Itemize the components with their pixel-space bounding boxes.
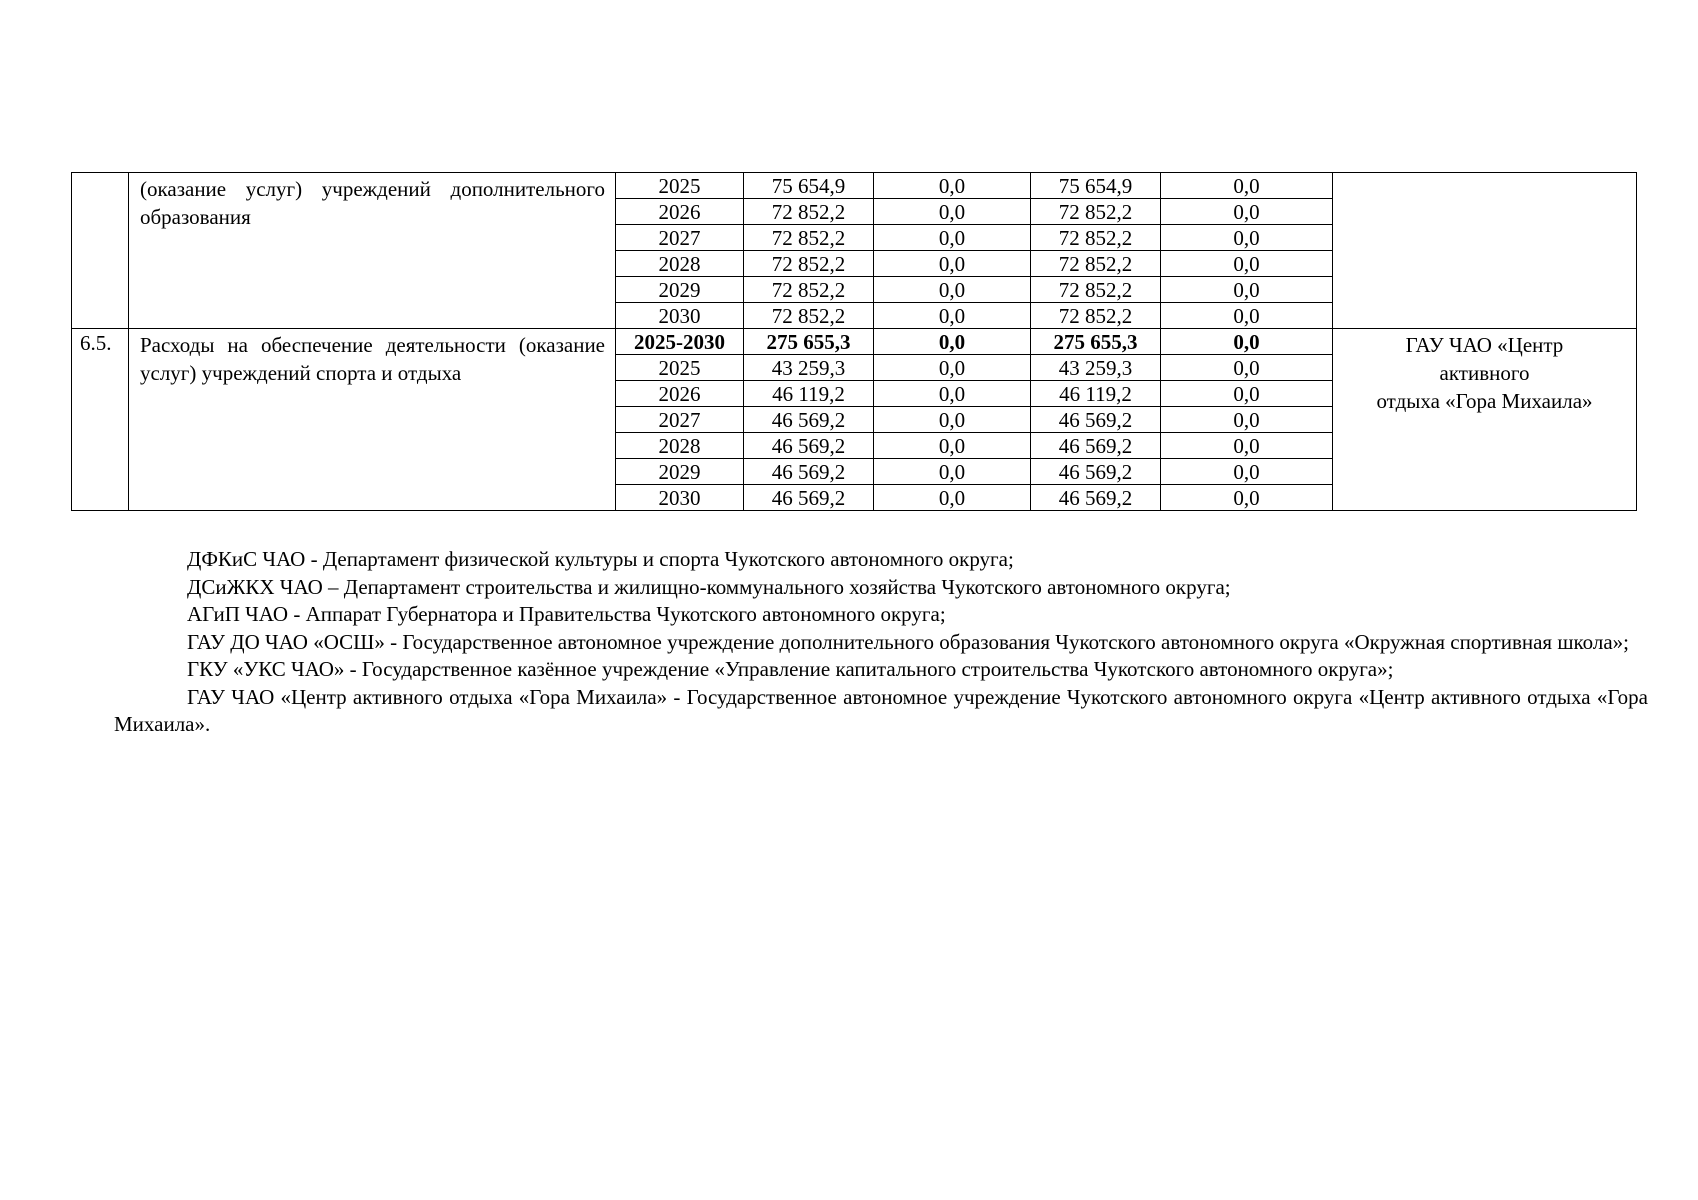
note-line: ДФКиС ЧАО - Департамент физической культуры и спорта Чукотского автономного округа; xyxy=(187,547,1014,571)
expense-description-cell: (оказание услуг) учреждений дополнительного образования xyxy=(129,173,616,329)
funding-col-1-cell: 0,0 xyxy=(874,329,1031,355)
total-cell: 275 655,3 xyxy=(744,329,874,355)
total-cell: 46 119,2 xyxy=(744,381,874,407)
funding-col-3-cell: 0,0 xyxy=(1161,355,1333,381)
funding-col-1-cell: 0,0 xyxy=(874,485,1031,511)
total-cell: 72 852,2 xyxy=(744,225,874,251)
total-cell: 46 569,2 xyxy=(744,433,874,459)
year-cell: 2025 xyxy=(616,173,744,199)
funding-col-2-cell: 46 569,2 xyxy=(1031,485,1161,511)
funding-col-1-cell: 0,0 xyxy=(874,277,1031,303)
funding-col-3-cell: 0,0 xyxy=(1161,329,1333,355)
funding-col-1-cell: 0,0 xyxy=(874,225,1031,251)
budget-table-body xyxy=(72,173,1637,511)
note-line: АГиП ЧАО - Аппарат Губернатора и Правительства Чукотского автономного округа; xyxy=(187,602,946,626)
executor-cell: ГАУ ЧАО «Центр активного отдыха «Гора Михаила» xyxy=(1333,329,1637,511)
year-cell: 2030 xyxy=(616,485,744,511)
funding-col-3-cell: 0,0 xyxy=(1161,433,1333,459)
funding-col-3-cell: 0,0 xyxy=(1161,407,1333,433)
total-cell: 72 852,2 xyxy=(744,303,874,329)
total-cell: 43 259,3 xyxy=(744,355,874,381)
funding-col-1-cell: 0,0 xyxy=(874,459,1031,485)
year-cell: 2025 xyxy=(616,355,744,381)
year-cell: 2027 xyxy=(616,225,744,251)
year-cell: 2030 xyxy=(616,303,744,329)
funding-col-2-cell: 46 569,2 xyxy=(1031,459,1161,485)
funding-col-2-cell: 75 654,9 xyxy=(1031,173,1161,199)
note-line: ГКУ «УКС ЧАО» - Государственное казённое учреждение «Управление капитального строительства Чукотского автономного округа»; xyxy=(187,657,1394,681)
funding-col-1-cell: 0,0 xyxy=(874,173,1031,199)
funding-col-1-cell: 0,0 xyxy=(874,355,1031,381)
funding-col-3-cell: 0,0 xyxy=(1161,303,1333,329)
note-line: ГАУ ЧАО «Центр активного отдыха «Гора Михаила» - Государственное автономное учреждение Чукотского автономного округа «Центр активного отдыха «Гора Михаила». xyxy=(114,684,1648,736)
funding-col-1-cell: 0,0 xyxy=(874,303,1031,329)
funding-col-3-cell: 0,0 xyxy=(1161,381,1333,407)
expense-description-cell: Расходы на обеспечение деятельности (оказание услуг) учреждений спорта и отдыха xyxy=(129,329,616,511)
total-cell: 72 852,2 xyxy=(744,251,874,277)
executor-cell xyxy=(1333,173,1637,329)
year-cell: 2028 xyxy=(616,251,744,277)
total-cell: 46 569,2 xyxy=(744,407,874,433)
budget-table xyxy=(71,172,1637,511)
abbreviation-notes xyxy=(114,546,1648,739)
funding-col-2-cell: 72 852,2 xyxy=(1031,251,1161,277)
note-line: ДСиЖКХ ЧАО – Департамент строительства и жилищно-коммунального хозяйства Чукотского автономного округа; xyxy=(187,574,1231,599)
funding-col-3-cell: 0,0 xyxy=(1161,251,1333,277)
total-cell: 46 569,2 xyxy=(744,459,874,485)
funding-col-3-cell: 0,0 xyxy=(1161,173,1333,199)
total-cell: 72 852,2 xyxy=(744,277,874,303)
funding-col-2-cell: 46 119,2 xyxy=(1031,381,1161,407)
funding-col-1-cell: 0,0 xyxy=(874,433,1031,459)
funding-col-1-cell: 0,0 xyxy=(874,251,1031,277)
table-row xyxy=(72,173,1637,199)
funding-col-3-cell: 0,0 xyxy=(1161,277,1333,303)
total-cell: 72 852,2 xyxy=(744,199,874,225)
funding-col-1-cell: 0,0 xyxy=(874,381,1031,407)
row-index-cell xyxy=(72,173,129,329)
row-index-cell: 6.5. xyxy=(72,329,129,511)
year-cell: 2026 xyxy=(616,199,744,225)
funding-col-2-cell: 72 852,2 xyxy=(1031,303,1161,329)
year-cell: 2029 xyxy=(616,277,744,303)
total-cell: 75 654,9 xyxy=(744,173,874,199)
funding-col-2-cell: 46 569,2 xyxy=(1031,433,1161,459)
year-cell: 2026 xyxy=(616,381,744,407)
funding-col-3-cell: 0,0 xyxy=(1161,485,1333,511)
total-cell: 46 569,2 xyxy=(744,485,874,511)
year-cell: 2028 xyxy=(616,433,744,459)
funding-col-1-cell: 0,0 xyxy=(874,407,1031,433)
funding-col-3-cell: 0,0 xyxy=(1161,459,1333,485)
funding-col-2-cell: 43 259,3 xyxy=(1031,355,1161,381)
funding-col-3-cell: 0,0 xyxy=(1161,199,1333,225)
funding-col-2-cell: 72 852,2 xyxy=(1031,199,1161,225)
funding-col-2-cell: 275 655,3 xyxy=(1031,329,1161,355)
funding-col-2-cell: 46 569,2 xyxy=(1031,407,1161,433)
funding-col-2-cell: 72 852,2 xyxy=(1031,225,1161,251)
table-row xyxy=(72,329,1637,355)
funding-col-3-cell: 0,0 xyxy=(1161,225,1333,251)
funding-col-1-cell: 0,0 xyxy=(874,199,1031,225)
year-cell: 2027 xyxy=(616,407,744,433)
funding-col-2-cell: 72 852,2 xyxy=(1031,277,1161,303)
year-cell: 2025-2030 xyxy=(616,329,744,355)
note-line: ГАУ ДО ЧАО «ОСШ» - Государственное автономное учреждение дополнительного образования Чукотского автономного округа «Окружная спортивная школа»; xyxy=(187,629,1629,654)
year-cell: 2029 xyxy=(616,459,744,485)
